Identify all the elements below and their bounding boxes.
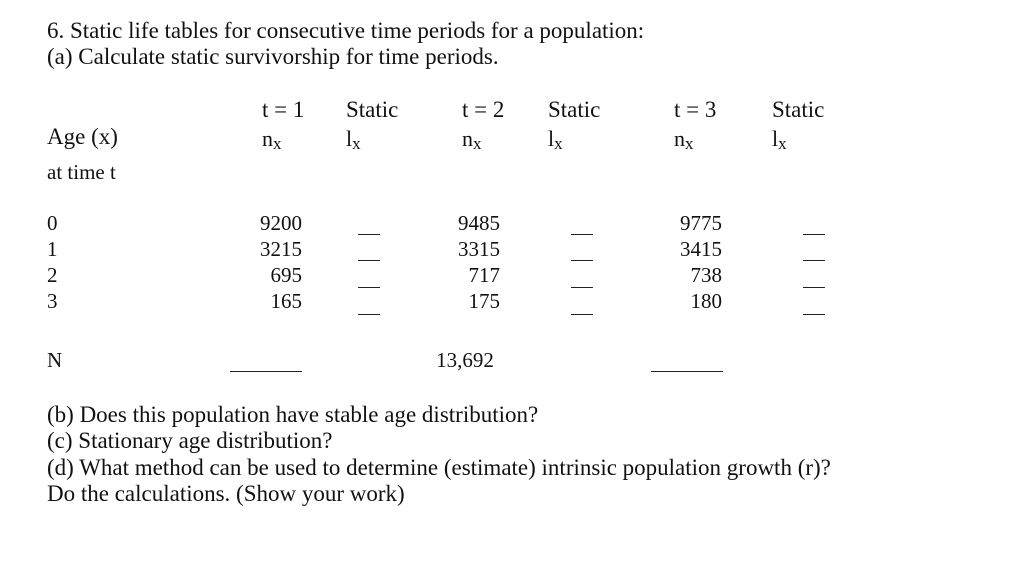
col-t1-nx: nx	[262, 126, 282, 153]
question-part-b: (b) Does this population have stable age distribution?	[47, 402, 539, 427]
age-sublabel: at time t	[47, 160, 116, 184]
answer-blank	[571, 287, 593, 288]
col-t3-nx: nx	[674, 126, 694, 153]
answer-blank	[358, 287, 380, 288]
question-part-c: (c) Stationary age distribution?	[47, 428, 333, 453]
answer-blank	[803, 314, 825, 315]
answer-blank	[358, 314, 380, 315]
t2-nx-cell: 9485	[458, 211, 500, 235]
question-part-d: (d) What method can be used to determine (estimate) intrinsic population growth (r)?	[47, 455, 831, 480]
t2-nx-cell: 717	[468, 263, 500, 287]
n-t2-value: 13,692	[436, 348, 494, 372]
answer-blank	[571, 260, 593, 261]
t1-nx-cell: 3215	[260, 237, 302, 261]
age-cell: 0	[47, 211, 58, 235]
age-label: Age (x)	[47, 124, 118, 149]
t3-nx-cell: 3415	[680, 237, 722, 261]
t3-nx-cell: 180	[690, 289, 722, 313]
t2-nx-cell: 175	[468, 289, 500, 313]
t1-nx-cell: 9200	[260, 211, 302, 235]
col-static3-header: Static	[772, 97, 825, 122]
col-static3-lx: lx	[772, 126, 787, 153]
col-t2-header: t = 2	[462, 97, 505, 122]
answer-blank	[803, 234, 825, 235]
col-static1-lx: lx	[346, 126, 361, 153]
question-instructions: Do the calculations. (Show your work)	[47, 481, 405, 506]
age-cell: 3	[47, 289, 58, 313]
question-title: 6. Static life tables for consecutive time periods for a population:	[47, 18, 645, 43]
n-t1-blank	[230, 371, 302, 372]
col-t3-header: t = 3	[674, 97, 717, 122]
answer-blank	[358, 260, 380, 261]
col-static2-lx: lx	[548, 126, 563, 153]
n-label: N	[47, 348, 63, 372]
col-t2-nx: nx	[462, 126, 482, 153]
col-t1-header: t = 1	[262, 97, 305, 122]
answer-blank	[358, 234, 380, 235]
answer-blank	[803, 287, 825, 288]
n-t3-blank	[651, 371, 723, 372]
answer-blank	[571, 234, 593, 235]
answer-blank	[571, 314, 593, 315]
t1-nx-cell: 695	[270, 263, 302, 287]
col-static2-header: Static	[548, 97, 601, 122]
t3-nx-cell: 9775	[680, 211, 722, 235]
answer-blank	[803, 260, 825, 261]
age-cell: 2	[47, 263, 58, 287]
t3-nx-cell: 738	[690, 263, 722, 287]
t1-nx-cell: 165	[270, 289, 302, 313]
age-cell: 1	[47, 237, 58, 261]
question-part-a: (a) Calculate static survivorship for time periods.	[47, 44, 499, 69]
t2-nx-cell: 3315	[458, 237, 500, 261]
col-static1-header: Static	[346, 97, 399, 122]
